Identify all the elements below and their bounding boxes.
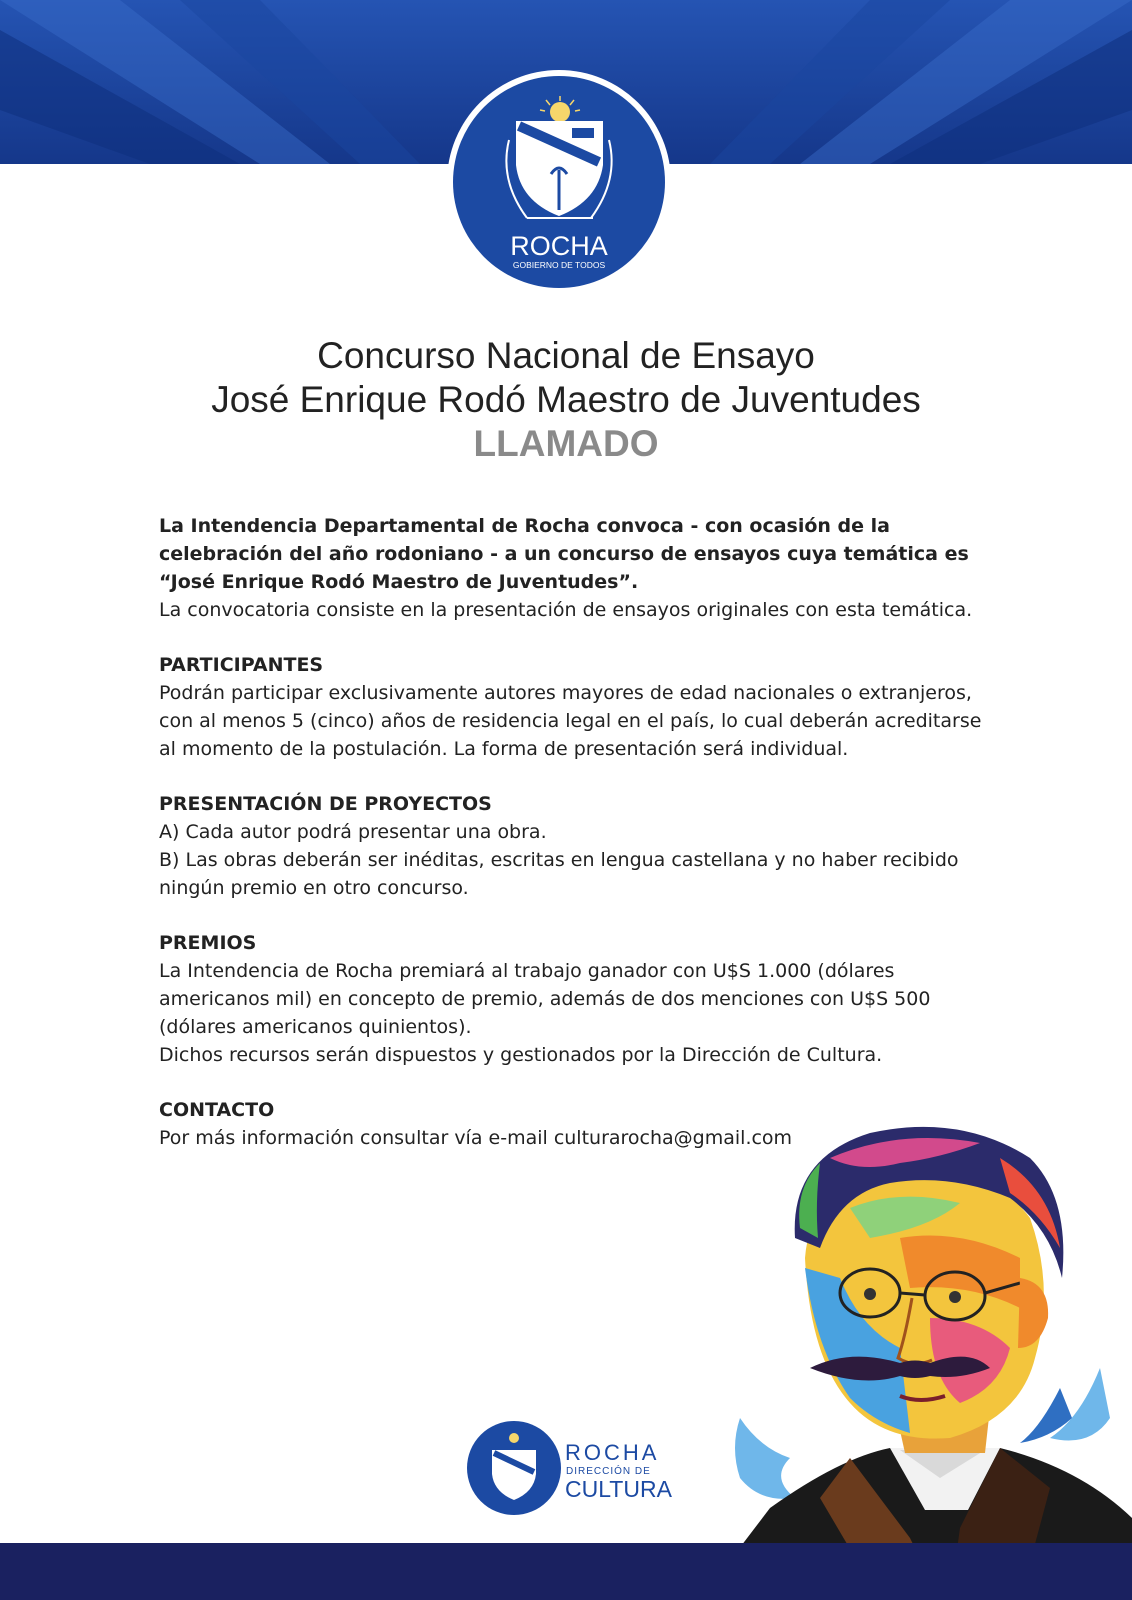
- cultura-logo-rocha: ROCHA: [565, 1440, 660, 1465]
- portrait-illustration: [700, 1118, 1132, 1600]
- contest-title: Concurso Nacional de Ensayo: [317, 335, 815, 376]
- rocha-logo-top: [447, 70, 671, 294]
- intro-bold: La Intendencia Departamental de Rocha convoca - con ocasión de la celebración del año rodoniano - a un concurso de ensayos cuya temática es “José Enrique Rodó Maestro de Juventudes”.: [159, 515, 969, 593]
- logo-title: ROCHA: [510, 231, 608, 261]
- participants-heading: PARTICIPANTES: [159, 654, 324, 676]
- projects-heading: PRESENTACIÓN DE PROYECTOS: [159, 793, 492, 815]
- prizes-resources-text: Dichos recursos serán dispuestos y gestionados por la Dirección de Cultura.: [159, 1044, 883, 1066]
- participants-text: Podrán participar exclusivamente autores mayores de edad nacionales o extranjeros, con al menos 5 (cinco) años de residencia legal en el país, lo cual deberán acreditarse al momento de la postulación. La forma de presentación será individual.: [159, 682, 982, 760]
- call-label: LLAMADO: [473, 423, 659, 464]
- cultura-logo-direccion: DIRECCIÓN DE: [566, 1466, 651, 1477]
- projects-item-a: A) Cada autor podrá presentar una obra.: [159, 821, 547, 843]
- contact-heading: CONTACTO: [159, 1099, 275, 1121]
- prizes-text: La Intendencia de Rocha premiará al trabajo ganador con U$S 1.000 (dólares americanos mil) en concepto de premio, además de dos menciones con U$S 500 (dólares americanos quinientos).: [159, 960, 931, 1038]
- prizes-heading: PREMIOS: [159, 932, 257, 954]
- title-block: [0, 334, 1132, 466]
- intro-text: La convocatoria consiste en la presentación de ensayos originales con esta temática.: [159, 599, 973, 621]
- contact-text: Por más información consultar vía e-mail culturarocha@gmail.com: [159, 1127, 793, 1149]
- logo-subtitle: GOBIERNO DE TODOS: [512, 260, 606, 270]
- projects-item-b: B) Las obras deberán ser inéditas, escritas en lengua castellana y no haber recibido ningún premio en otro concurso.: [159, 849, 959, 899]
- contest-subtitle: José Enrique Rodó Maestro de Juventudes: [211, 379, 921, 420]
- footer-bar: [0, 1543, 1132, 1600]
- announcement-body: [159, 512, 989, 1152]
- cultura-logo-cultura: CULTURA: [565, 1476, 672, 1502]
- rocha-cultura-logo: [466, 1418, 676, 1518]
